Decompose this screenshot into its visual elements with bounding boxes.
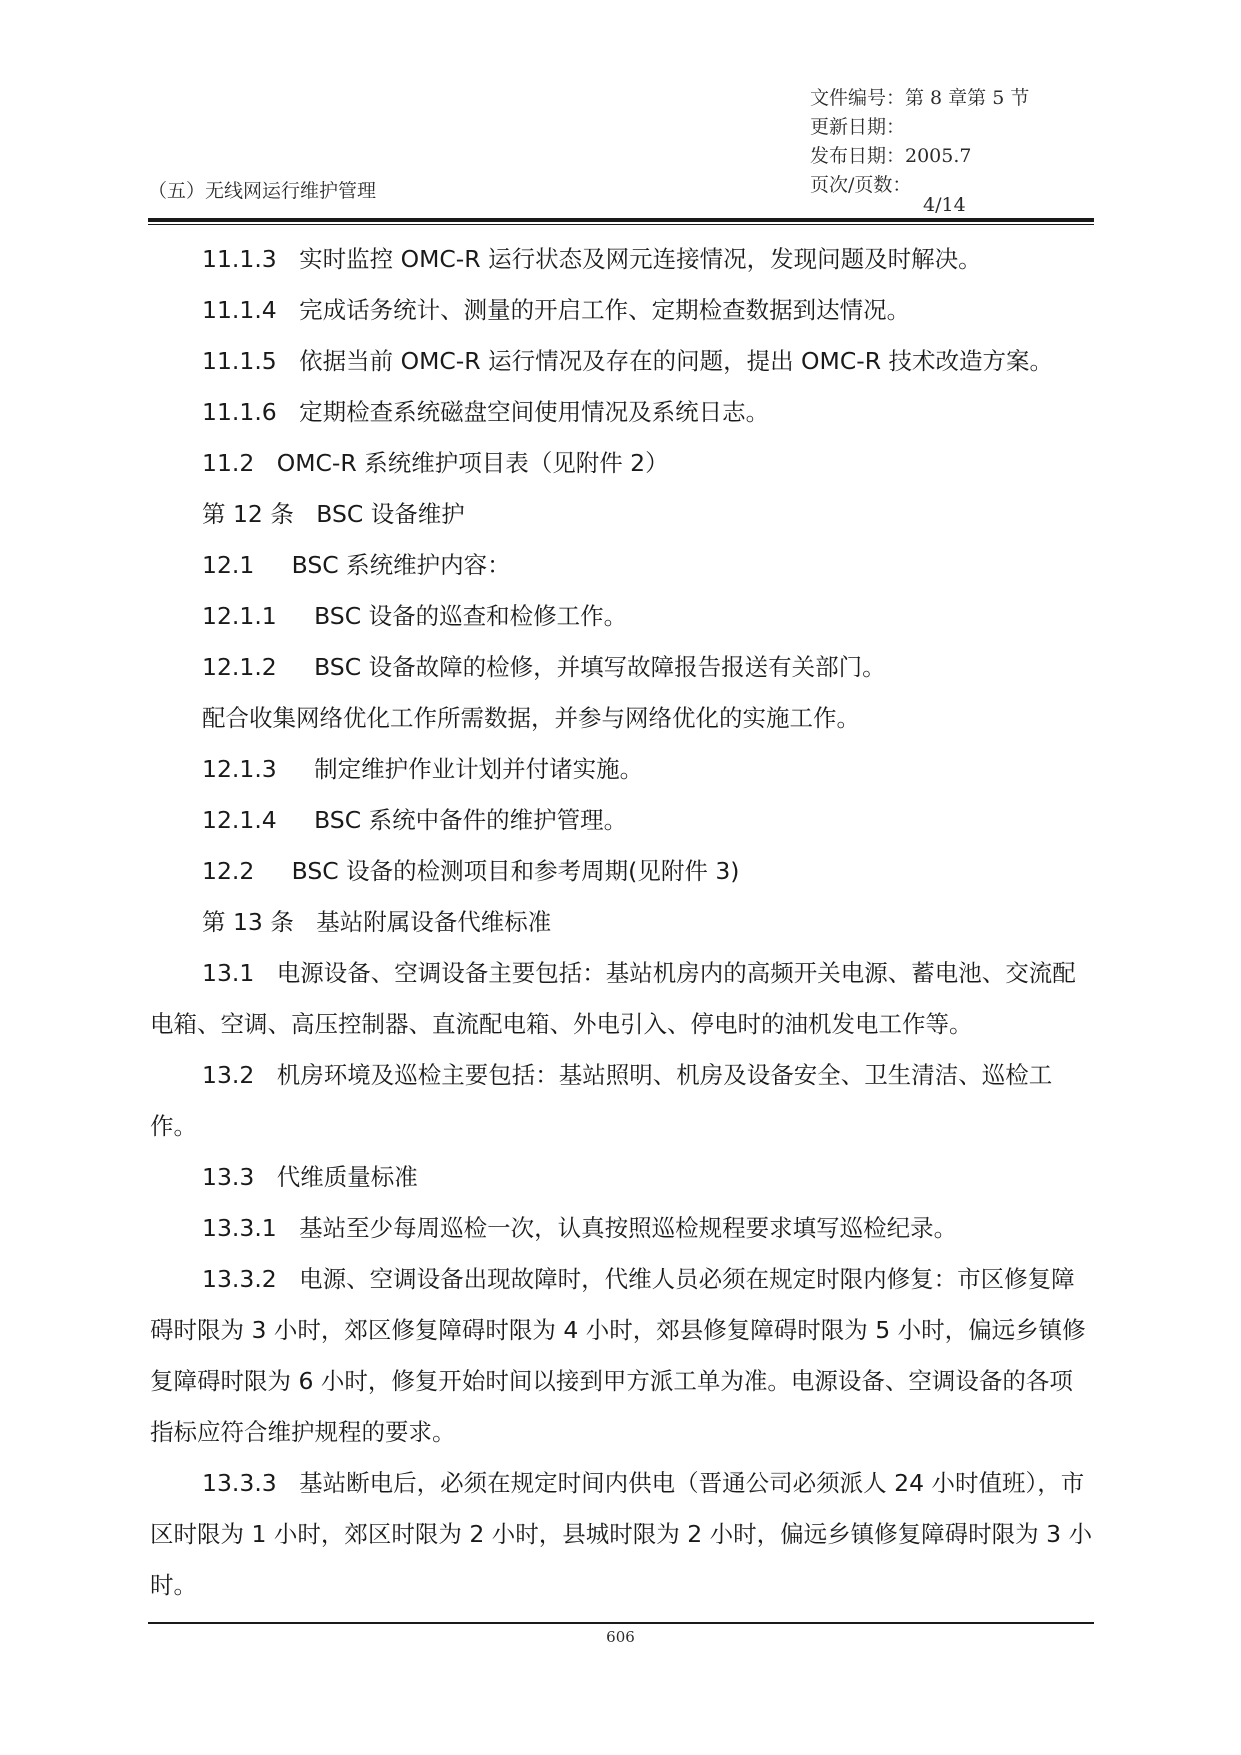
doc-number: 文件编号：第 8 章第 5 节	[810, 87, 1030, 109]
article-13-heading: 第 13 条 基站附属设备代维标准	[202, 908, 552, 936]
paragraph-13-2: 13.2 机房环境及巡检主要包括：基站照明、机房及设备安全、卫生清洁、巡检工作。	[150, 1061, 1053, 1140]
paragraph-12-1-2: 12.1.2 BSC 设备故障的检修，并填写故障报告报送有关部门。	[202, 653, 886, 681]
publish-date: 发布日期：2005.7	[810, 145, 972, 167]
paragraph-13-3-2: 13.3.2 电源、空调设备出现故障时，代维人员必须在规定时限内修复：市区修复障碍时限为 3 小时，郊区修复障碍时限为 4 小时，郊县修复障碍时限为 5 小时，偏远乡镇修复障碍时限为 6 小时，修复开始时间以接到甲方派工单为准。电源设备、空调设备的各项指标应符合维护规程的要求。	[150, 1265, 1086, 1446]
paragraph-12-1-4: 12.1.4 BSC 系统中备件的维护管理。	[202, 806, 628, 834]
paragraph-12-1: 12.1 BSC 系统维护内容：	[202, 551, 511, 579]
paragraph-12-2: 12.2 BSC 设备的检测项目和参考周期(见附件 3)	[202, 857, 740, 885]
section-title: （五）无线网运行维护管理	[148, 180, 377, 202]
paragraph-12-1-1: 12.1.1 BSC 设备的巡查和检修工作。	[202, 602, 628, 630]
paragraph-network-optimization: 配合收集网络优化工作所需数据，并参与网络优化的实施工作。	[202, 704, 860, 732]
document-body	[150, 234, 1096, 1611]
page-header	[148, 84, 1094, 216]
paragraph-11-1-6: 11.1.6 定期检查系统磁盘空间使用情况及系统日志。	[202, 398, 770, 426]
header-rule-thick	[148, 218, 1094, 222]
document-meta	[810, 84, 1030, 216]
paragraph-11-1-3: 11.1.3 实时监控 OMC-R 运行状态及网元连接情况，发现问题及时解决。	[202, 245, 982, 273]
footer-rule	[148, 1622, 1094, 1624]
pages-label: 页次/页数：	[810, 174, 912, 196]
paragraph-11-2: 11.2 OMC-R 系统维护项目表（见附件 2）	[202, 449, 669, 477]
paragraph-13-3-3: 13.3.3 基站断电后，必须在规定时间内供电（晋通公司必须派人 24 小时值班），市区时限为 1 小时，郊区时限为 2 小时，县城时限为 2 小时，偏远乡镇修复障碍时限为 3 小时。	[150, 1469, 1093, 1599]
paragraph-13-3: 13.3 代维质量标准	[202, 1163, 418, 1191]
paragraph-12-1-3: 12.1.3 制定维护作业计划并付诸实施。	[202, 755, 644, 783]
pages-value: 4/14	[923, 194, 966, 216]
paragraph-13-1: 13.1 电源设备、空调设备主要包括：基站机房内的高频开关电源、蓄电池、交流配电箱、空调、高压控制器、直流配电箱、外电引入、停电时的油机发电工作等。	[150, 959, 1076, 1038]
header-rule-thin	[148, 224, 1094, 225]
page-number: 606	[606, 1628, 635, 1646]
paragraph-13-3-1: 13.3.1 基站至少每周巡检一次，认真按照巡检规程要求填写巡检纪录。	[202, 1214, 958, 1242]
article-12-heading: 第 12 条 BSC 设备维护	[202, 500, 465, 528]
update-date: 更新日期：	[810, 116, 906, 138]
paragraph-11-1-5: 11.1.5 依据当前 OMC-R 运行情况及存在的问题，提出 OMC-R 技术改造方案。	[202, 347, 1054, 375]
paragraph-11-1-4: 11.1.4 完成话务统计、测量的开启工作、定期检查数据到达情况。	[202, 296, 911, 324]
